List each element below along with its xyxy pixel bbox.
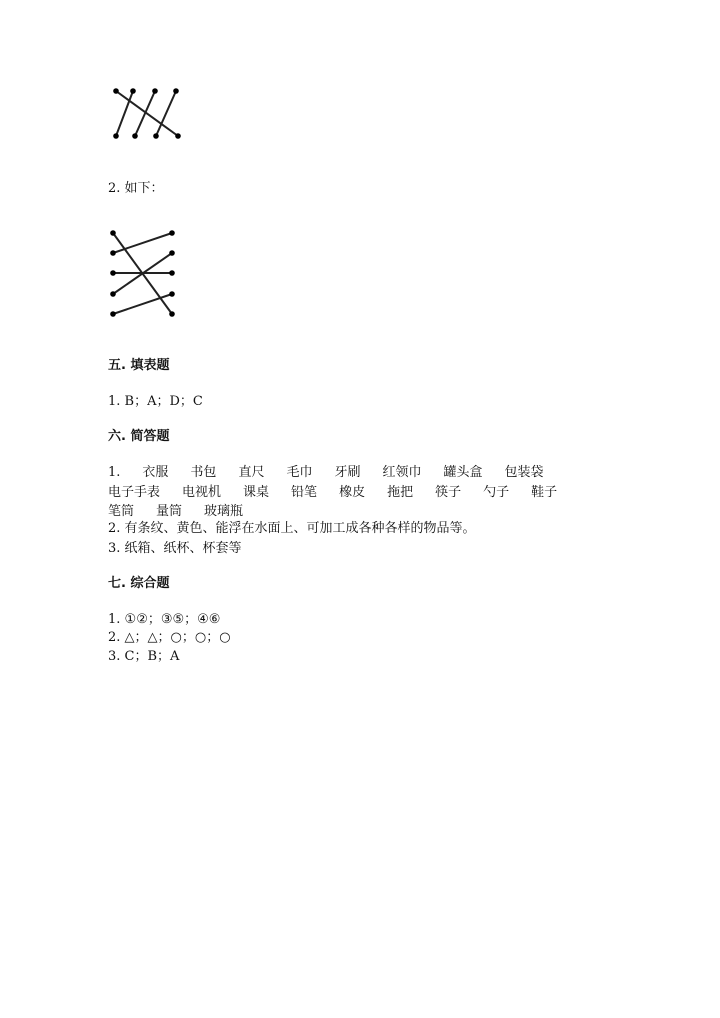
object-item: 鞋子 xyxy=(531,484,558,500)
object-item: 包装袋 xyxy=(504,465,544,480)
section-6-title: 六. 简答题 xyxy=(108,429,170,444)
answer-number: 1. xyxy=(108,465,121,480)
section-7-answer-2: 2. △；△；○；○；○ xyxy=(108,630,231,645)
object-item: 课桌 xyxy=(243,484,270,500)
section-7-title: 七. 综合题 xyxy=(108,576,170,591)
section-6-answer-2: 2. 有条纹、黄色、能浮在水面上、可加工成各种各样的物品等。 xyxy=(108,521,476,536)
matching-lines-figure-2 xyxy=(108,226,180,320)
section-7-answer-1: 1. ①②；③⑤；④⑥ xyxy=(108,612,221,627)
section-6-answer-3: 3. 纸箱、纸杯、杯套等 xyxy=(108,541,242,556)
object-item: 玻璃瓶 xyxy=(204,504,244,519)
section-6-answer-1 xyxy=(108,463,618,522)
object-item: 筷子 xyxy=(435,484,462,500)
object-item: 拖把 xyxy=(387,484,414,500)
section-5-title: 五. 填表题 xyxy=(108,358,170,373)
section-5-answer-1: 1. B；A；D；C xyxy=(108,394,203,409)
object-item: 直尺 xyxy=(238,465,265,480)
matching-lines-figure-1 xyxy=(108,84,188,142)
section-7-answer-3: 3. C；B；A xyxy=(108,649,180,664)
object-item: 衣服 xyxy=(142,465,169,480)
object-item: 罐头盒 xyxy=(443,465,483,480)
object-item: 勺子 xyxy=(483,484,510,500)
object-item: 笔筒 xyxy=(108,504,135,519)
object-item: 橡皮 xyxy=(339,484,366,500)
object-item: 铅笔 xyxy=(291,484,318,500)
object-item: 电视机 xyxy=(182,484,222,500)
object-item: 牙刷 xyxy=(334,465,361,480)
object-item: 电子手表 xyxy=(108,484,161,500)
object-item: 量筒 xyxy=(156,504,183,519)
object-item: 毛巾 xyxy=(286,465,313,480)
object-item: 书包 xyxy=(190,465,217,480)
object-item: 红领巾 xyxy=(382,465,422,480)
q2-label: 2. 如下： xyxy=(108,181,164,196)
